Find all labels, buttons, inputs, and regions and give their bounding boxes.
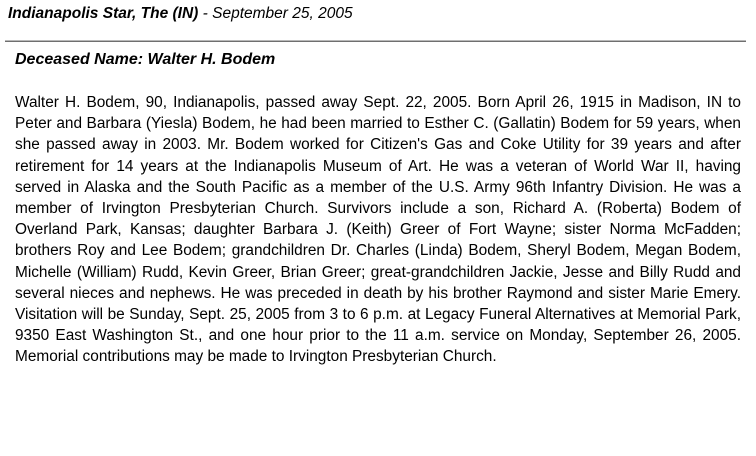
obituary-body: Walter H. Bodem, 90, Indianapolis, passed away Sept. 22, 2005. Born April 26, 1915 in Madison, IN to Peter and Barbara (Yiesla) Bodem, he had been married to Esther C. (Gallatin) Bodem for 59 years, when she passed away in 2003. Mr. Bodem worked for Citizen's Gas and Coke Utility for 39 years and after retirement for 14 years at the Indianapolis Museum of Art. He was a veteran of World War II, having served in Alaska and the South Pacific as a member of the U.S. Army 96th Infantry Division. He was a member of Irvington Presbyterian Church. Survivors include a son, Richard A. (Roberta) Bodem of Overland Park, Kansas; daughter Barbara J. (Keith) Greer of Fort Wayne; sister Norma McFadden; brothers Roy and Lee Bodem; grandchildren Dr. Charles (Linda) Bodem, Sheryl Bodem, Megan Bodem, Michelle (William) Rudd, Kevin Greer, Brian Greer; great-grandchildren Jackie, Jesse and Billy Rudd and several nieces and nephews. He was preceded in death by his brother Raymond and sister Marie Emery. Visitation will be Sunday, Sept. 25, 2005 from 3 to 6 p.m. at Legacy Funeral Alternatives at Memorial Park, 9350 East Washington St., and one hour prior to the 11 a.m. service on Monday, September 26, 2005. Memorial contributions may be made to Irvington Presbyterian Church. bbox=[15, 94, 741, 366]
publication-date: September 25, 2005 bbox=[212, 5, 353, 22]
header-separator: - bbox=[198, 5, 213, 22]
publication-header bbox=[8, 5, 353, 23]
deceased-name-heading: Deceased Name: Walter H. Bodem bbox=[15, 51, 276, 68]
publication-source: Indianapolis Star, The (IN) bbox=[8, 5, 199, 22]
header-divider bbox=[5, 40, 746, 42]
